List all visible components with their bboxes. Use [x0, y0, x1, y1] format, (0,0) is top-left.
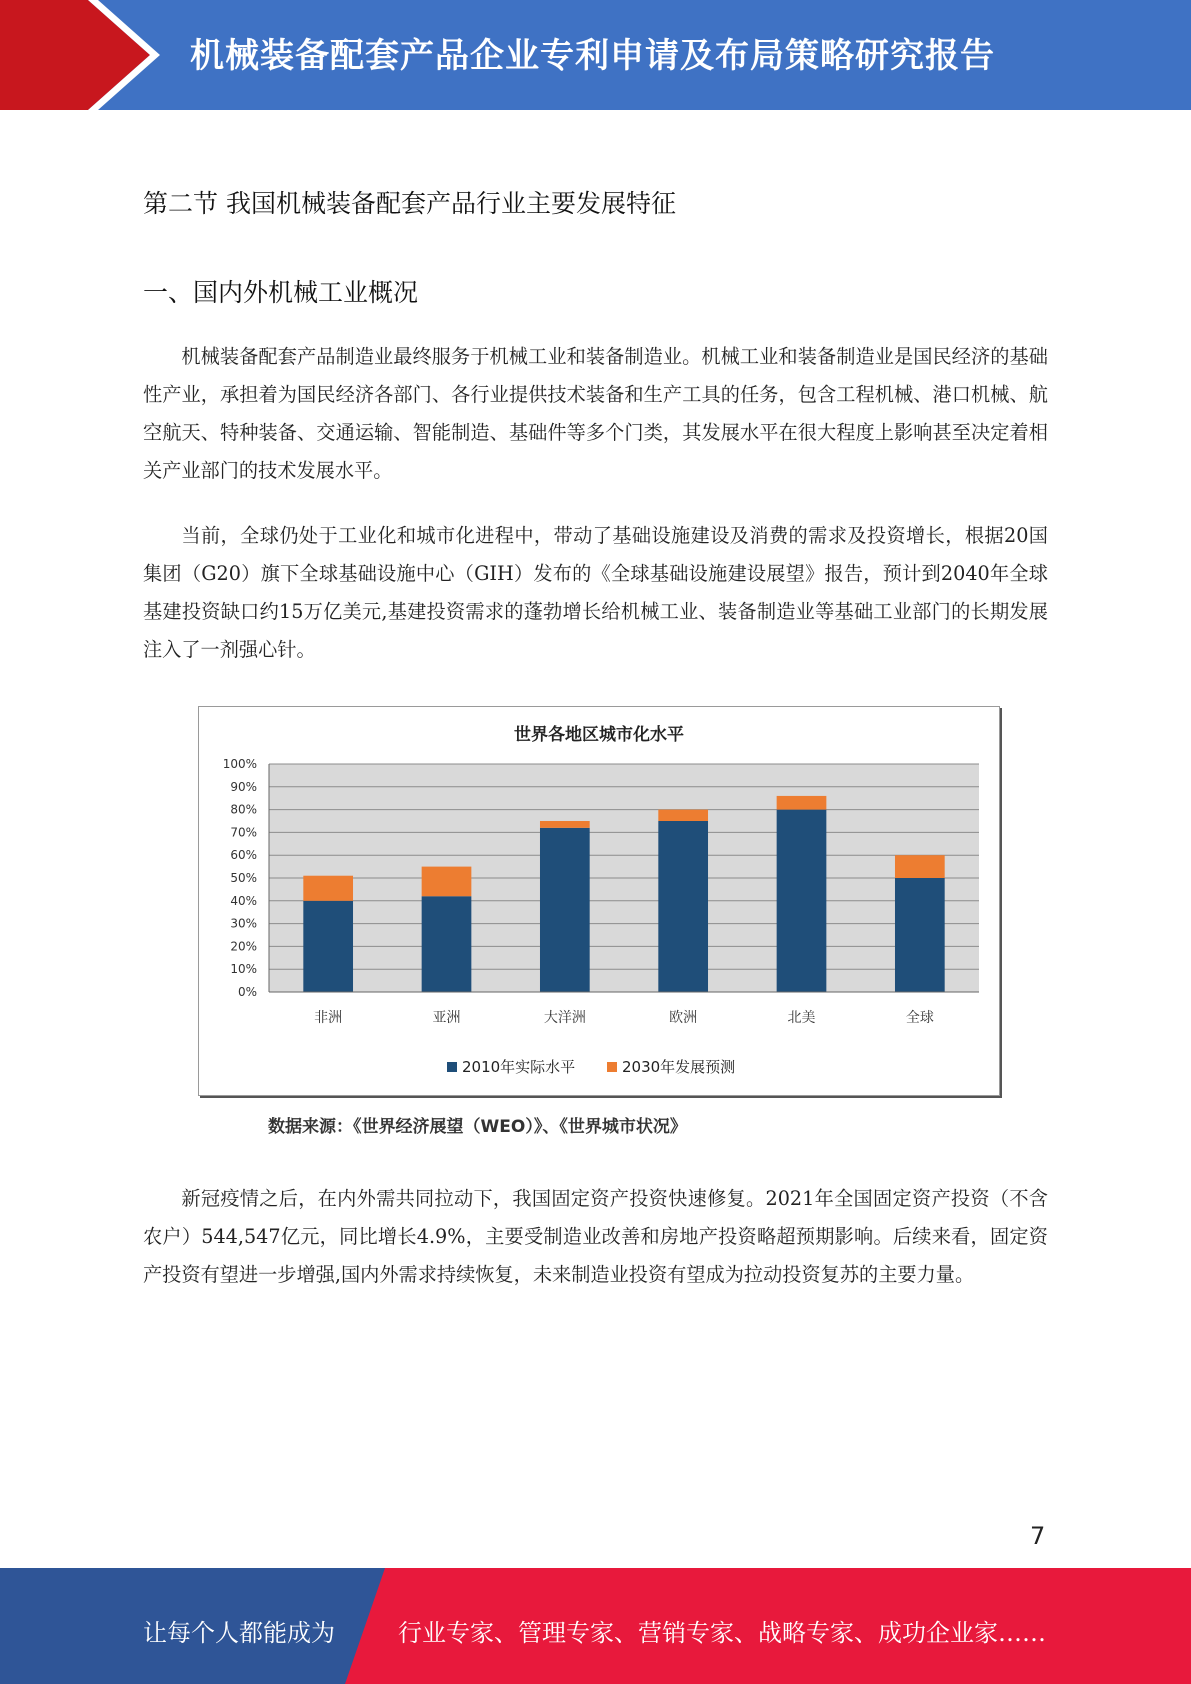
chart-canvas — [199, 707, 999, 1095]
bar-actual-2010 — [422, 896, 472, 992]
bar-forecast-2030 — [777, 796, 827, 810]
y-tick-label: 20% — [230, 939, 257, 954]
bar-forecast-2030 — [303, 876, 353, 901]
footer-slogan-left: 让每个人都能成为 — [143, 1619, 335, 1647]
y-tick-label: 100% — [222, 757, 257, 771]
report-title: 机械装备配套产品企业专利申请及布局策略研究报告 — [190, 36, 995, 76]
page-header — [0, 0, 1191, 110]
bar-actual-2010 — [777, 810, 827, 992]
y-tick-label: 30% — [230, 916, 257, 931]
urbanization-chart — [198, 706, 1000, 1096]
subsection-title: 一、国内外机械工业概况 — [143, 278, 419, 307]
bar-forecast-2030 — [540, 821, 590, 828]
x-tick-label: 非洲 — [314, 1010, 343, 1026]
chart-source-note: 数据来源：《世界经济展望（WEO）》、《世界城市状况》 — [268, 1117, 687, 1137]
y-tick-label: 60% — [230, 848, 257, 863]
bar-actual-2010 — [895, 878, 945, 992]
y-tick-label: 80% — [230, 802, 257, 817]
x-tick-label: 大洋洲 — [543, 1010, 586, 1026]
x-tick-label: 北美 — [787, 1010, 816, 1026]
legend-label: 2030年发展预测 — [622, 1058, 736, 1076]
x-tick-label: 亚洲 — [432, 1010, 461, 1026]
paragraph-global-infrastructure: 当前，全球仍处于工业化和城市化进程中，带动了基础设施建设及消费的需求及投资增长，根据20国集团（G20）旗下全球基础设施中心（GIH）发布的《全球基础设施建设展望》报告，预计到2040年全球基建投资缺口约15万亿美元,基建投资需求的蓬勃增长给机械工业、装备制造业等基础工业部门的长期发展注入了一剂强心针。 — [143, 524, 1048, 661]
y-tick-label: 0% — [237, 985, 257, 999]
y-tick-label: 10% — [230, 962, 257, 977]
bar-forecast-2030 — [658, 810, 708, 821]
page-footer — [0, 1568, 1191, 1684]
x-tick-label: 欧洲 — [669, 1010, 698, 1026]
section-title: 第二节 我国机械装备配套产品行业主要发展特征 — [143, 189, 676, 218]
chart-title: 世界各地区城市化水平 — [514, 725, 684, 745]
y-tick-label: 70% — [230, 825, 257, 840]
bar-actual-2010 — [303, 901, 353, 992]
bar-actual-2010 — [540, 828, 590, 992]
legend-swatch — [447, 1062, 457, 1072]
bar-forecast-2030 — [895, 855, 945, 878]
bar-forecast-2030 — [422, 867, 472, 897]
page-number: 7 — [1030, 1522, 1046, 1550]
bar-actual-2010 — [658, 821, 708, 992]
y-tick-label: 90% — [230, 779, 257, 794]
y-tick-label: 50% — [230, 871, 257, 885]
y-tick-label: 40% — [230, 893, 257, 908]
footer-slogan-right: 行业专家、管理专家、营销专家、战略专家、成功企业家…… — [398, 1619, 1046, 1647]
paragraph-machinery-overview: 机械装备配套产品制造业最终服务于机械工业和装备制造业。机械工业和装备制造业是国民经济的基础性产业，承担着为国民经济各部门、各行业提供技术装备和生产工具的任务，包含工程机械、港口机械、航空航天、特种装备、交通运输、智能制造、基础件等多个门类，其发展水平在很大程度上影响甚至决定着相关产业部门的技术发展水平。 — [143, 345, 1048, 482]
x-tick-label: 全球 — [905, 1010, 934, 1026]
legend-swatch — [607, 1062, 617, 1072]
legend-label: 2010年实际水平 — [462, 1058, 576, 1076]
paragraph-fixed-asset-investment: 新冠疫情之后，在内外需共同拉动下，我国固定资产投资快速修复。2021年全国固定资产投资（不含农户）544,547亿元，同比增长4.9%，主要受制造业改善和房地产投资略超预期影响。后续来看，固定资产投资有望进一步增强,国内外需求持续恢复，未来制造业投资有望成为拉动投资复苏的主要力量。 — [143, 1187, 1048, 1286]
